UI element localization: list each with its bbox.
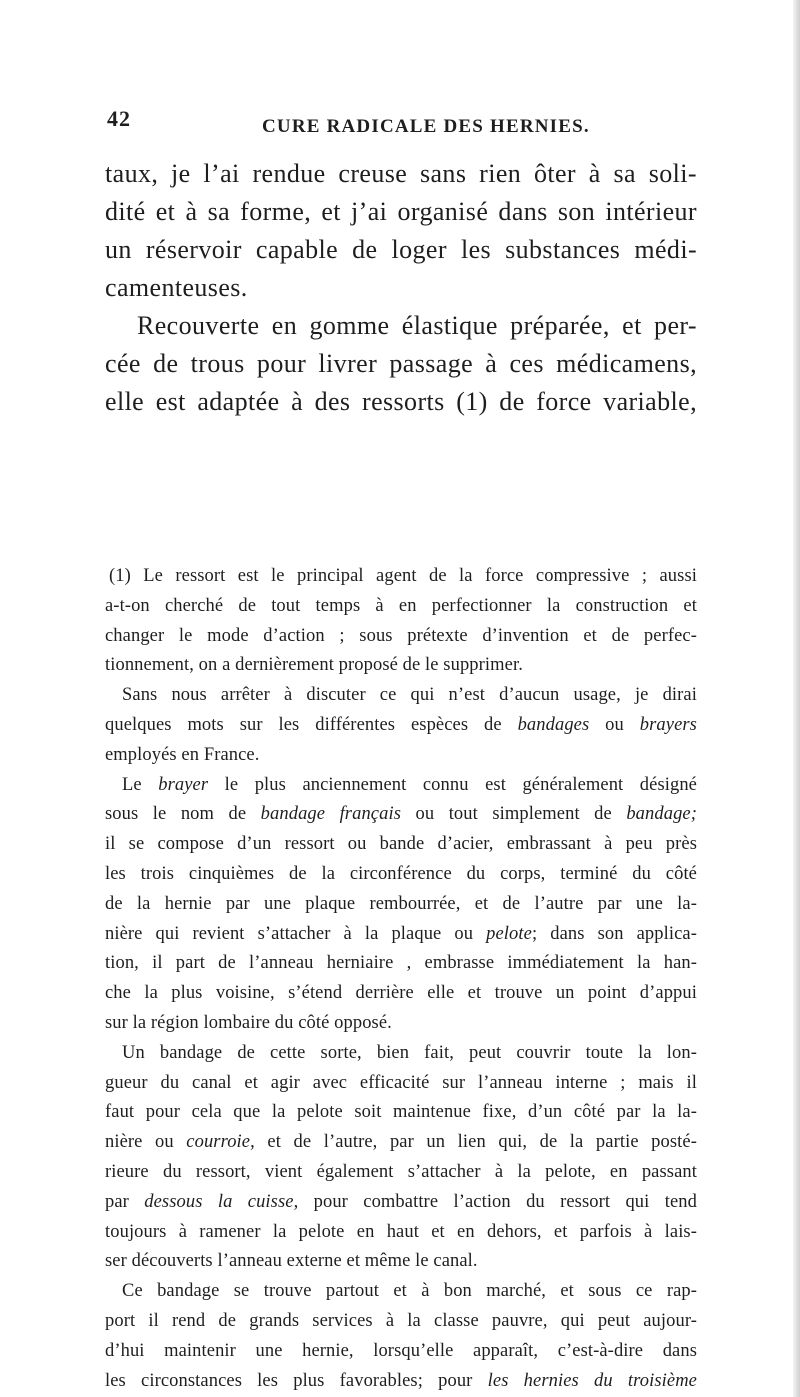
footnote-line: de la hernie par une plaque rembourrée, et de l’autre par une la- [105,893,697,914]
text-line: Recouverte en gomme élastique préparée, et per- [137,311,697,340]
footnote-line: ser découverts l’anneau externe et même le canal. [105,1251,478,1272]
footnote-line: par dessous la cuisse, pour combattre l’action du ressort qui tend [105,1191,697,1212]
footnote-line: Le brayer le plus anciennement connu est généralement désigné [122,774,697,795]
footnote-line: sous le nom de bandage français ou tout simplement de bandage; [105,804,697,825]
text-line: elle est adaptée à des ressorts (1) de force variable, [105,387,697,416]
footnote-line: sur la région lombaire du côté opposé. [105,1012,392,1033]
footnote-line: les circonstances les plus favorables; pour les hernies du troisième [105,1370,697,1391]
footnote-line: Un bandage de cette sorte, bien fait, peut couvrir toute la lon- [122,1042,697,1063]
italic-term: pelote [486,923,532,944]
footnote-line: quelques mots sur les différentes espèces de bandages ou brayers [105,714,697,735]
page-edge-shadow [793,0,800,1397]
footnote-line: changer le mode d’action ; sous prétexte d’invention et de perfec- [105,625,697,646]
footnote-line: che la plus voisine, s’étend derrière elle et trouve un point d’appui [105,983,697,1004]
text-line: un réservoir capable de loger les substances médi- [105,235,697,264]
footnote-line: nière ou courroie, et de l’autre, par un lien qui, de la partie posté- [105,1132,697,1153]
footnote-line: tionnement, on a dernièrement proposé de le supprimer. [105,655,523,676]
footnote-line: port il rend de grands services à la classe pauvre, qui peut aujour- [105,1310,697,1331]
footnote-line: toujours à ramener la pelote en haut et en dehors, et parfois à lais- [105,1221,697,1242]
footnote-line: (1) Le ressort est le principal agent de la force compressive ; aussi [109,566,697,586]
italic-term: bandage français [260,804,402,825]
italic-term: brayer [158,774,209,795]
footnote-line: d’hui maintenir une hernie, lorsqu’elle apparaît, c’est-à-dire dans [105,1340,697,1361]
footnote-line: il se compose d’un ressort ou bande d’acier, embrassant à peu près [105,834,697,855]
italic-term: bandage; [626,804,697,825]
text-line: camenteuses. [105,273,248,302]
footnote-line: nière qui revient s’attacher à la plaque ou pelote; dans son applica- [105,923,697,944]
italic-term: bandages [517,714,590,735]
italic-term: les hernies du troisième [487,1370,697,1391]
footnote-line: faut pour cela que la pelote soit maintenue fixe, d’un côté par la la- [105,1102,697,1123]
text-line: taux, je l’ai rendue creuse sans rien ôter à sa soli- [105,159,697,188]
text-line: dité et à sa forme, et j’ai organisé dans son intérieur [105,197,697,226]
italic-term: dessous la cuisse [144,1191,294,1212]
italic-term: brayers [639,714,697,735]
footnote [105,562,697,1396]
italic-term: courroie [186,1132,251,1153]
footnote-line: Ce bandage se trouve partout et à bon marché, et sous ce rap- [122,1281,697,1302]
footnote-line: les trois cinquièmes de la circonférence du corps, terminé du côté [105,863,697,884]
footnote-line: a-t-on cherché de tout temps à en perfectionner la construction et [105,595,697,616]
footnote-line: rieure du ressort, vient également s’attacher à la pelote, en passant [105,1161,697,1182]
footnote-line: Sans nous arrêter à discuter ce qui n’est d’aucun usage, je dirai [122,685,697,706]
footnote-line: employés en France. [105,744,260,765]
main-text [105,155,697,421]
text-line: cée de trous pour livrer passage à ces médicamens, [105,349,697,378]
running-head: CURE RADICALE DES HERNIES. [262,116,590,137]
footnote-line: tion, il part de l’anneau herniaire , embrasse immédiatement la han- [105,953,697,974]
page-number: 42 [107,106,131,131]
footnote-line: gueur du canal et agir avec efficacité sur l’anneau interne ; mais il [105,1072,697,1093]
